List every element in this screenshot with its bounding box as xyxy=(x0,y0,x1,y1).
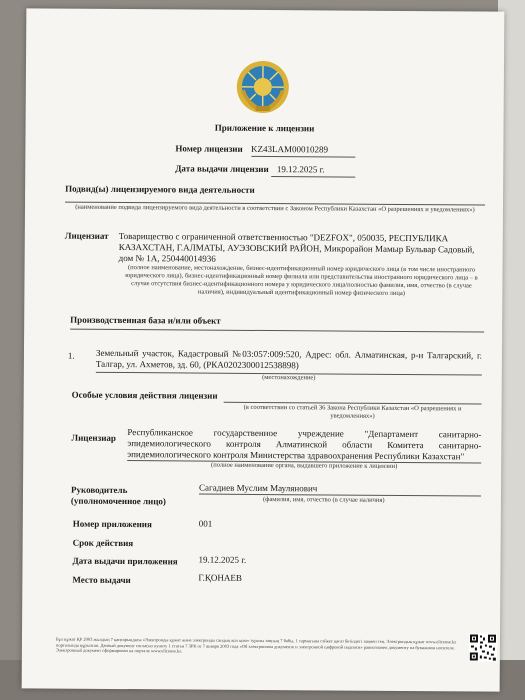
object-caption: (местонахождение) xyxy=(262,373,316,382)
kazakhstan-emblem-icon xyxy=(236,60,290,114)
head-caption: (фамилия, имя, отчество (в случае наличия) xyxy=(262,496,385,504)
licensor-caption: (полное наименование органа, выдавшего приложение к лицензии) xyxy=(211,461,398,470)
place-label: Место выдачи xyxy=(72,574,131,586)
appendix-number-label: Номер приложения xyxy=(72,518,152,530)
special-conditions-caption: (в соответствии со статьей 36 Закона Республики Казахстан «О разрешениях и уведомлениях») xyxy=(243,403,462,420)
place-value: Г.ҚОНАЕВ xyxy=(198,572,242,583)
object-address: Земельный участок, Кадастровый №03:057:009:520, Адрес: обл. Алматинская, р-н Талгарский, г. Талгар, ул. Ахметов, зд. 60, (РКА0202300012538898) xyxy=(95,347,483,371)
special-conditions-heading: Особые условия действия лицензии xyxy=(71,389,218,401)
license-number-label: Номер лицензии xyxy=(175,143,243,154)
issue-date-row xyxy=(175,163,324,175)
appendix-number-value: 001 xyxy=(198,518,213,529)
license-number-row xyxy=(175,143,328,155)
license-number-value: KZ43LAM00010289 xyxy=(250,143,328,155)
footer-note: Бұл құжат ҚР 2003 жылдың 7 қаңтарындағы «Электронды құжат және электронды сандық қол қою» туралы заңның 7 бабы, 1 тармағына сәйкес қағаз бетіндегі заңмен тең. Электрондық құжат www.elicense.kz порталында құрылған. Данный документ согласно пункту 1 статьи 7 ЗРК от 7 января 2003 года «Об электронном документе и электронной цифровой подписи» равнозначен документу на бумажном носителе. Электронный документ сформирован на портале www.elicense.kz. xyxy=(55,636,457,654)
production-base-heading: Производственная база и/или объект xyxy=(70,314,221,326)
head-label: Руководитель (уполномоченное лицо) xyxy=(70,484,166,507)
licensee-caption: (полное наименование, местонахождение, бизнес-идентификационный номер юридического лица (в том числе иностранного юридического лица), бизнес-идентификационный номер филиала или представительства иностранного юридического лица – в случае отсутствия бизнес-идентификационного номера у юридического лица/полностью фамилия, имя, отчество (в случае наличия), индивидуальный идентификационный номер физического лица) xyxy=(125,264,478,297)
validity-label: Срок действия xyxy=(72,537,134,549)
issue-date-value: 19.12.2025 г. xyxy=(276,164,325,175)
qr-code-icon xyxy=(469,633,497,661)
licensor-value: Республиканское государственное учреждение "Департамент санитарно-эпидемиологического контроля Алматинской области Комитета санитарно-эпидемиологического контроля Министерства здравоохранения Республики Казахстан" xyxy=(127,427,482,462)
document-title: Приложение к лицензии xyxy=(214,122,315,134)
subtype-heading: Подвид(ы) лицензируемого вида деятельности xyxy=(65,183,255,195)
subtype-caption: (наименование подвида лицензируемого вида деятельности в соответствии с Законом Республики Казахстан «О разрешениях и уведомлениях») xyxy=(75,203,475,214)
licensor-label: Лицензиар xyxy=(71,432,116,443)
issue-date-label: Дата выдачи лицензии xyxy=(175,163,269,175)
licensee-label: Лицензиат xyxy=(64,230,109,241)
head-value: Сагадиев Муслим Маулянович xyxy=(199,482,318,494)
license-appendix-document xyxy=(22,8,505,691)
object-number: 1. xyxy=(67,350,75,361)
licensee-value: Товарищество с ограниченной ответственностью "DEZFOX", 050035, РЕСПУБЛИКА КАЗАХСТАН, Г.АЛМАТЫ, АУЭЗОВСКИЙ РАЙОН, Микрорайон Мамыр Бульвар Садовый, дом № 1А, 250440014936 xyxy=(118,230,475,264)
appendix-date-label: Дата выдачи приложения xyxy=(72,555,178,567)
appendix-date-value: 19.12.2025 г. xyxy=(198,554,247,565)
